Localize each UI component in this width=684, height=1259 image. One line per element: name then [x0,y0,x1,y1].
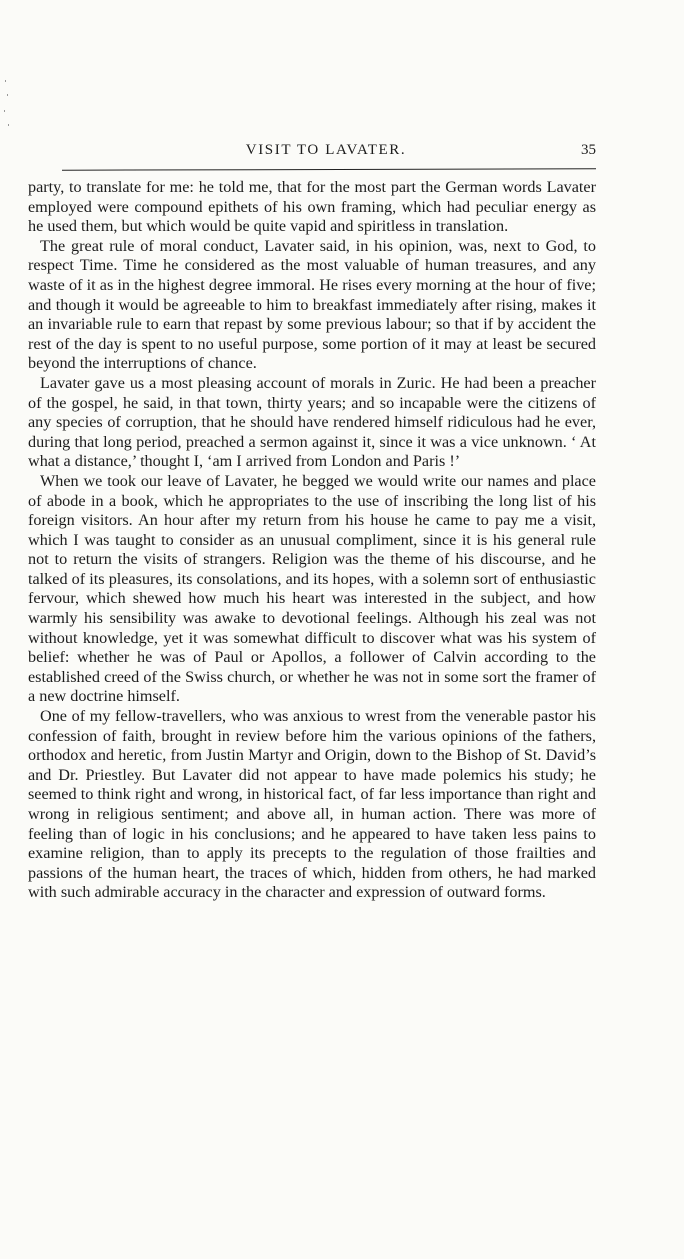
paragraph-time: The great rule of moral conduct, Lavater said, in his opinion, was, next to God, to respect Time. Time he considered as the most valuable of human treasures, and any waste of it as in the highest degree immoral. He rises every morning at the hour of five; and though it would be agreeable to him to breakfast immediately after rising, makes it an invariable rule to earn that repast by some previous labour; so that if by accident the rest of the day is spent to no useful purpose, some portion of it may at least be secured beyond the interruptions of chance. [28,236,596,373]
paragraph-leave-lavater: When we took our leave of Lavater, he begged we would write our names and place of abode in a book, which he appropriates to the use of inscribing the long list of his foreign visitors. An hour after my return from his house he came to pay me a visit, which I was taught to consider as an unusual compliment, since it is his general rule not to return the visits of strangers. Religion was the theme of his discourse, and he talked of its pleasures, its consolations, and its hopes, with a solemn sort of enthusiastic fervour, which shewed how much his heart was interested in the subject, and how warmly his sensibility was awake to devotional feelings. Although his zeal was not without knowledge, yet it was somewhat difficult to discover what was his system of belief: whether he was of Paul or Apollos, a follower of Calvin according to the established creed of the Swiss church, or whether he was not in some sort the framer of a new doctrine himself. [28,471,596,706]
speck [8,124,9,126]
speck [4,110,5,112]
running-title: VISIT TO LAVATER. [245,142,407,158]
page-number: 35 [581,142,596,158]
paragraph-fellow-traveller: One of my fellow-travellers, who was anxious to wrest from the venerable pastor his confession of faith, brought in review before him the various opinions of the fathers, orthodox and heretic, from Justin Martyr and Origin, down to the Bishop of St. David’s and Dr. Priestley. But Lavater did not appear to have made polemics his study; he seemed to think right and wrong, in historical fact, of far less importance than right and wrong in religious sentiment; and above all, in human action. There was more of feeling than of logic in his conclusions; and he appeared to have taken less pains to examine religion, than to apply its precepts to the regulation of those frailties and passions of the human heart, the traces of which, hidden from others, he had marked with such admirable accuracy in the character and expression of outward forms. [28,707,596,902]
speck [7,94,8,96]
body-text [28,178,596,903]
page-header [60,142,596,164]
paragraph-morals-zuric: Lavater gave us a most pleasing account of morals in Zuric. He had been a preacher of the gospel, he said, in that town, thirty years; and so incapable were the citizens of any species of corruption, that he should have rendered himself ridiculous had he ever, during that long period, preached a sermon against it, since it was a vice unknown. ‘ At what a distance,’ thought I, ‘am I arrived from London and Paris !’ [28,373,596,471]
paragraph-continued: party, to translate for me: he told me, that for the most part the German words Lavater employed were compound epithets of his own framing, which had peculiar energy as he used them, but which would be quite vapid and spiritless in translation. [28,178,596,236]
header-rule [62,168,596,170]
speck [5,80,6,82]
margin-specks [4,80,12,140]
